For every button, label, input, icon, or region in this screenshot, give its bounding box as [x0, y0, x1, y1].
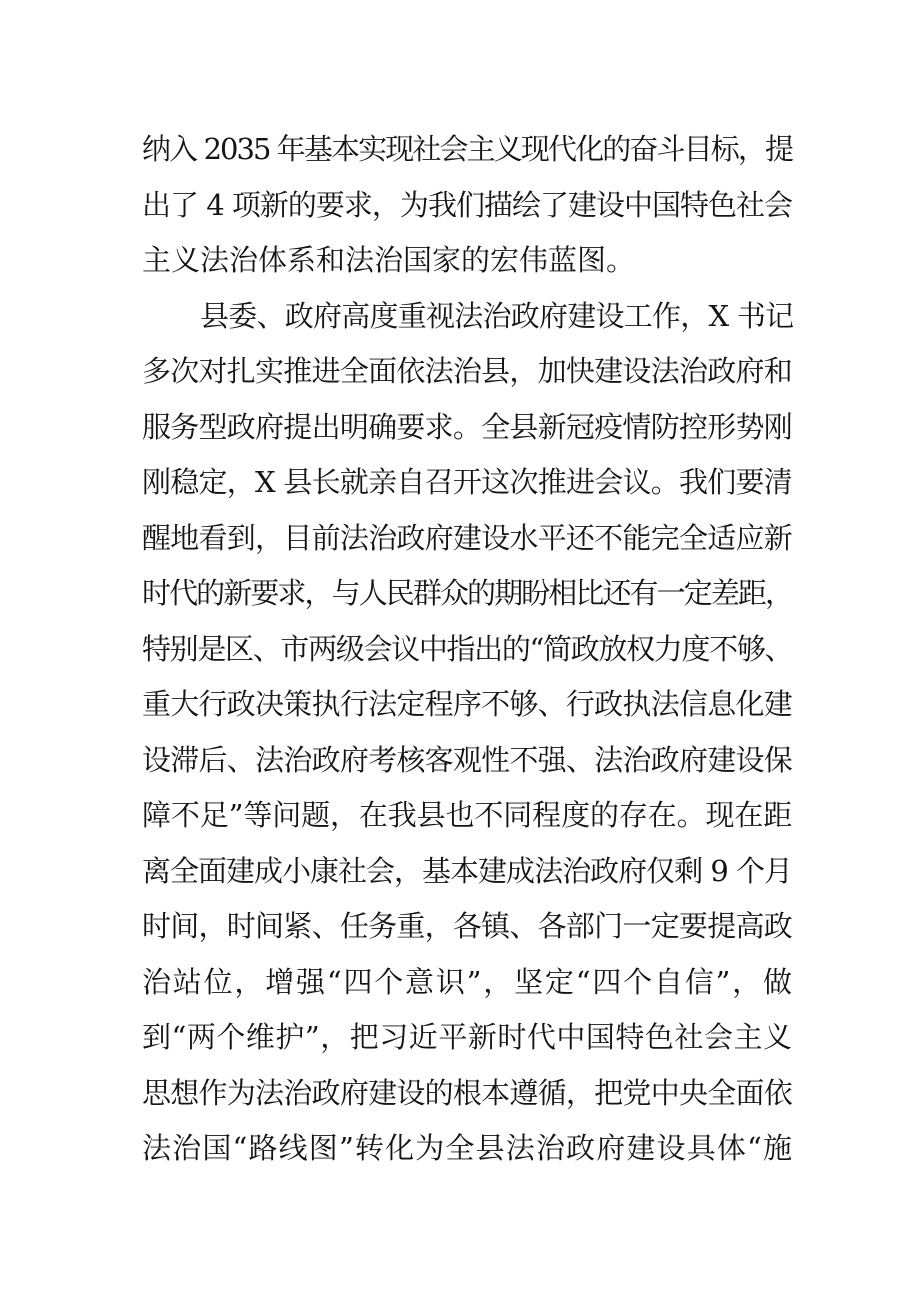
text-line: 法治国“路线图”转化为全县法治政府建设具体“施 — [142, 1131, 792, 1165]
paragraph — [142, 122, 792, 289]
text-line: 县委、政府高度重视法治政府建设工作，X 书记 — [200, 298, 794, 333]
text-line: 服务型政府提出明确要求。全县新冠疫情防控形势刚 — [142, 409, 792, 444]
document-body — [142, 122, 792, 1177]
text-line: 纳入 2035 年基本实现社会主义现代化的奋斗目标，提 — [142, 132, 792, 166]
text-line: 主义法治体系和法治国家的宏伟蓝图。 — [142, 243, 636, 277]
text-line: 时间，时间紧、任务重，各镇、各部门一定要提高政 — [142, 909, 792, 943]
text-line: 离全面建成小康社会，基本建成法治政府仅剩 9 个月 — [142, 853, 792, 888]
paragraph — [142, 289, 792, 1177]
text-line: 到“两个维护”，把习近平新时代中国特色社会主义 — [142, 1020, 792, 1054]
text-line: 重大行政决策执行法定程序不够、行政执法信息化建 — [142, 687, 792, 721]
text-line: 醒地看到，目前法治政府建设水平还不能完全适应新 — [142, 520, 792, 555]
text-line: 治站位，增强“四个意识”，坚定“四个自信”，做 — [142, 964, 792, 999]
text-line: 障不足”等问题，在我县也不同程度的存在。现在距 — [142, 798, 792, 832]
text-line: 出了 4 项新的要求，为我们描绘了建设中国特色社会 — [142, 187, 792, 222]
text-line: 思想作为法治政府建设的根本遵循，把党中央全面依 — [142, 1075, 792, 1110]
text-line: 设滞后、法治政府考核客观性不强、法治政府建设保 — [142, 742, 792, 777]
text-line: 特别是区、市两级会议中指出的“简政放权力度不够、 — [142, 631, 792, 666]
text-line: 刚稳定，X 县长就亲自召开这次推进会议。我们要清 — [142, 465, 792, 499]
text-line: 多次对扎实推进全面依法治县，加快建设法治政府和 — [142, 354, 792, 388]
text-line: 时代的新要求，与人民群众的期盼相比还有一定差距， — [142, 576, 792, 610]
